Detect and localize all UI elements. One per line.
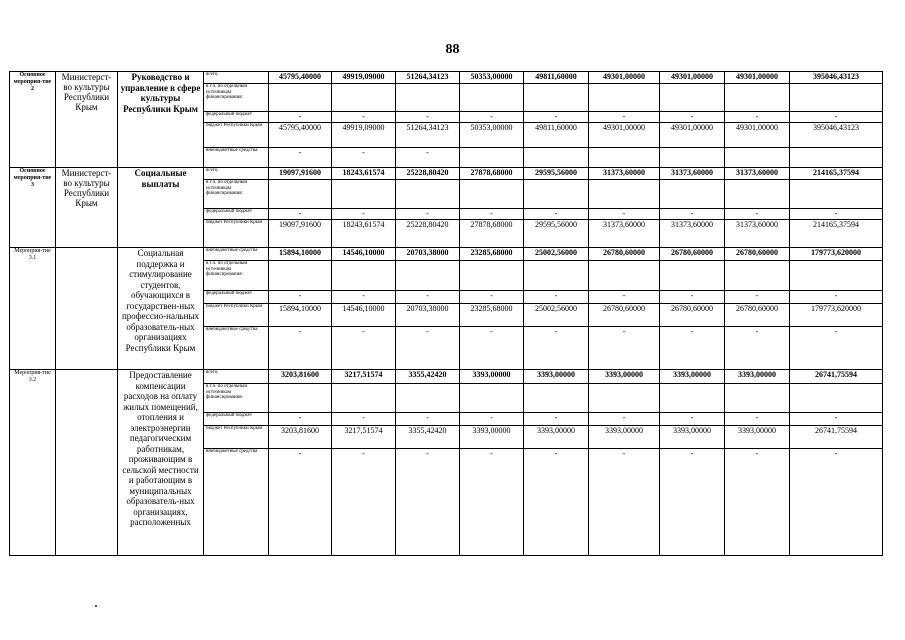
year-value-cell: - — [396, 413, 460, 426]
year-value-cell: 19097,91600 — [269, 220, 332, 248]
year-value-cell: - — [332, 449, 396, 556]
funding-source-label: федеральный бюджет — [204, 209, 269, 220]
year-value-cell — [524, 148, 589, 168]
year-value-cell — [269, 180, 332, 209]
table-row — [10, 370, 883, 384]
year-value-cell: 26780,60000 — [589, 248, 660, 261]
year-value-cell: 49301,00000 — [589, 72, 660, 84]
total-value-cell: 395046,43123 — [790, 123, 883, 148]
year-value-cell — [396, 84, 460, 112]
year-value-cell: - — [269, 148, 332, 168]
year-value-cell: - — [524, 449, 589, 556]
year-value-cell: - — [524, 112, 589, 123]
year-value-cell — [460, 148, 524, 168]
year-value-cell — [660, 180, 725, 209]
year-value-cell: 31373,60000 — [660, 168, 725, 180]
year-value-cell: - — [269, 449, 332, 556]
budget-table — [9, 71, 883, 556]
year-value-cell: - — [460, 413, 524, 426]
year-value-cell: 49301,00000 — [725, 72, 790, 84]
year-value-cell — [332, 384, 396, 413]
year-value-cell — [269, 384, 332, 413]
total-value-cell: 395046,43123 — [790, 72, 883, 84]
year-value-cell: 25228,80420 — [396, 220, 460, 248]
year-value-cell: 31373,60000 — [660, 220, 725, 248]
year-value-cell — [396, 384, 460, 413]
year-value-cell: 15894,10000 — [269, 248, 332, 261]
page-number: 88 — [445, 42, 460, 57]
year-value-cell: - — [725, 327, 790, 370]
year-value-cell: - — [396, 449, 460, 556]
year-value-cell — [660, 384, 725, 413]
executor-cell: Министерст-во культуры Республики Крым — [56, 168, 118, 248]
year-value-cell — [524, 180, 589, 209]
funding-source-label: бюджет Республики Крым — [204, 304, 269, 327]
year-value-cell: - — [660, 291, 725, 304]
year-value-cell: 14546,10000 — [332, 304, 396, 327]
total-value-cell: 179773,620000 — [790, 304, 883, 327]
year-value-cell: 26780,60000 — [725, 248, 790, 261]
year-value-cell — [524, 84, 589, 112]
funding-source-label: в т.ч. по отдельным источникам финансирования: — [204, 180, 269, 209]
total-value-cell: - — [790, 291, 883, 304]
year-value-cell: - — [396, 327, 460, 370]
year-value-cell: - — [269, 291, 332, 304]
year-value-cell: - — [396, 209, 460, 220]
year-value-cell: - — [460, 209, 524, 220]
total-value-cell — [790, 84, 883, 112]
year-value-cell: - — [332, 148, 396, 168]
year-value-cell: - — [524, 413, 589, 426]
year-value-cell: 3393,00000 — [589, 426, 660, 449]
funding-source-label: в т.ч. по отдельным источникам финансирования: — [204, 84, 269, 112]
year-value-cell: 26780,60000 — [725, 304, 790, 327]
year-value-cell: 49811,60000 — [524, 72, 589, 84]
total-value-cell: 214165,37594 — [790, 168, 883, 180]
year-value-cell: - — [660, 413, 725, 426]
funding-source-label: в т.ч. по отдельным источникам финансирования: — [204, 261, 269, 291]
year-value-cell — [725, 261, 790, 291]
year-value-cell: 3393,00000 — [725, 426, 790, 449]
year-value-cell — [725, 384, 790, 413]
year-value-cell: 29595,56000 — [524, 168, 589, 180]
measure-code: Основное мероприя-тие 3 — [10, 168, 56, 248]
year-value-cell: 49301,00000 — [725, 123, 790, 148]
year-value-cell: - — [269, 209, 332, 220]
year-value-cell: 3393,00000 — [460, 426, 524, 449]
total-value-cell: 214165,37594 — [790, 220, 883, 248]
year-value-cell — [460, 384, 524, 413]
year-value-cell: - — [269, 413, 332, 426]
measure-name: Предоставление компенсации расходов на оплату жилых помещений, отопления и электроэнергии педагогическим работникам, проживающим в сельской местности и работающим в муниципальных образователь-ных организациях, расположенных — [118, 370, 204, 556]
total-value-cell — [790, 384, 883, 413]
year-value-cell: - — [589, 112, 660, 123]
year-value-cell: 20703,38000 — [396, 304, 460, 327]
year-value-cell — [332, 261, 396, 291]
year-value-cell — [524, 261, 589, 291]
year-value-cell — [660, 261, 725, 291]
year-value-cell — [460, 261, 524, 291]
year-value-cell: 25228,80420 — [396, 168, 460, 180]
table-row — [10, 168, 883, 180]
year-value-cell: - — [660, 209, 725, 220]
year-value-cell: 49919,09000 — [332, 72, 396, 84]
year-value-cell: 29595,56000 — [524, 220, 589, 248]
year-value-cell: 51264,34123 — [396, 123, 460, 148]
year-value-cell: 18243,61574 — [332, 220, 396, 248]
year-value-cell — [396, 261, 460, 291]
year-value-cell: 3355,42420 — [396, 370, 460, 384]
year-value-cell: - — [460, 449, 524, 556]
year-value-cell: 49301,00000 — [660, 72, 725, 84]
year-value-cell: 27878,68000 — [460, 168, 524, 180]
funding-source-label: федеральный бюджет — [204, 291, 269, 304]
year-value-cell: 3203,81600 — [269, 426, 332, 449]
total-value-cell: - — [790, 413, 883, 426]
funding-source-label: бюджет Республики Крым — [204, 123, 269, 148]
year-value-cell: - — [269, 112, 332, 123]
total-value-cell — [790, 180, 883, 209]
year-value-cell — [524, 384, 589, 413]
funding-source-label: федеральный бюджет — [204, 413, 269, 426]
year-value-cell — [725, 84, 790, 112]
year-value-cell: 3217,51574 — [332, 370, 396, 384]
year-value-cell: 3393,00000 — [460, 370, 524, 384]
year-value-cell: - — [725, 291, 790, 304]
year-value-cell — [332, 180, 396, 209]
year-value-cell: - — [589, 209, 660, 220]
year-value-cell — [660, 84, 725, 112]
year-value-cell: - — [524, 327, 589, 370]
total-value-cell: 179773,620000 — [790, 248, 883, 261]
year-value-cell: 3393,00000 — [524, 426, 589, 449]
year-value-cell — [589, 384, 660, 413]
year-value-cell: 23285,68000 — [460, 248, 524, 261]
year-value-cell — [589, 148, 660, 168]
year-value-cell: 3393,00000 — [660, 426, 725, 449]
funding-source-label: внебюджетные средства — [204, 148, 269, 168]
executor-cell — [56, 248, 118, 370]
year-value-cell: - — [660, 327, 725, 370]
year-value-cell — [660, 148, 725, 168]
year-value-cell — [725, 148, 790, 168]
funding-source-label: в т.ч. по отдельным источникам финансирования: — [204, 384, 269, 413]
year-value-cell: - — [589, 327, 660, 370]
year-value-cell: 20703,38000 — [396, 248, 460, 261]
year-value-cell: 31373,60000 — [589, 220, 660, 248]
measure-name: Социальные выплаты — [118, 168, 204, 248]
year-value-cell: - — [460, 112, 524, 123]
year-value-cell: - — [589, 291, 660, 304]
year-value-cell: 19097,91600 — [269, 168, 332, 180]
year-value-cell: - — [396, 148, 460, 168]
year-value-cell: 3355,42420 — [396, 426, 460, 449]
measure-name: Социальная поддержка и стимулирование студентов, обучающихся в государствен-ных профессио-нальных образователь-ных организациях Республики Крым — [118, 248, 204, 370]
year-value-cell — [269, 84, 332, 112]
year-value-cell: - — [725, 209, 790, 220]
total-value-cell: - — [790, 112, 883, 123]
year-value-cell: - — [725, 413, 790, 426]
year-value-cell — [460, 180, 524, 209]
year-value-cell: - — [589, 449, 660, 556]
total-value-cell — [790, 148, 883, 168]
scan-speck — [95, 605, 97, 607]
year-value-cell: 26780,60000 — [660, 304, 725, 327]
executor-cell: Министерст-во культуры Республики Крым — [56, 72, 118, 168]
year-value-cell: 3393,00000 — [725, 370, 790, 384]
year-value-cell: 26780,60000 — [660, 248, 725, 261]
year-value-cell: 49919,09000 — [332, 123, 396, 148]
year-value-cell — [332, 84, 396, 112]
year-value-cell — [589, 84, 660, 112]
year-value-cell: - — [725, 112, 790, 123]
year-value-cell — [460, 84, 524, 112]
executor-cell — [56, 370, 118, 556]
total-value-cell: 26741,75594 — [790, 370, 883, 384]
year-value-cell — [269, 261, 332, 291]
year-value-cell: - — [589, 413, 660, 426]
funding-source-label: внебюджетные средства — [204, 248, 269, 261]
measure-code: Мероприя-тие 3.1 — [10, 248, 56, 370]
year-value-cell: 50353,00000 — [460, 72, 524, 84]
year-value-cell: - — [725, 449, 790, 556]
funding-source-label: федеральный бюджет — [204, 112, 269, 123]
year-value-cell: - — [396, 291, 460, 304]
funding-source-label: бюджет Республики Крым — [204, 220, 269, 248]
measure-code: Основное мероприя-тие 2 — [10, 72, 56, 168]
year-value-cell: 3217,51574 — [332, 426, 396, 449]
year-value-cell: - — [460, 327, 524, 370]
total-value-cell: - — [790, 209, 883, 220]
year-value-cell: 3203,81600 — [269, 370, 332, 384]
year-value-cell: 49301,00000 — [589, 123, 660, 148]
funding-source-label: внебюджетные средства — [204, 327, 269, 370]
year-value-cell: - — [332, 291, 396, 304]
year-value-cell: - — [524, 291, 589, 304]
total-value-cell: 26741,75594 — [790, 426, 883, 449]
year-value-cell: 31373,60000 — [589, 168, 660, 180]
year-value-cell: 45795,40000 — [269, 123, 332, 148]
year-value-cell: 49301,00000 — [660, 123, 725, 148]
year-value-cell: 49811,60000 — [524, 123, 589, 148]
funding-source-label: всего, — [204, 370, 269, 384]
year-value-cell: 26780,60000 — [589, 304, 660, 327]
year-value-cell: - — [460, 291, 524, 304]
year-value-cell: 45795,40000 — [269, 72, 332, 84]
year-value-cell: 50353,00000 — [460, 123, 524, 148]
total-value-cell: - — [790, 327, 883, 370]
year-value-cell: 18243,61574 — [332, 168, 396, 180]
year-value-cell: - — [332, 413, 396, 426]
year-value-cell: - — [269, 327, 332, 370]
year-value-cell: 3393,00000 — [660, 370, 725, 384]
funding-source-label: всего, — [204, 72, 269, 84]
year-value-cell: - — [396, 112, 460, 123]
year-value-cell: - — [524, 209, 589, 220]
year-value-cell: 31373,60000 — [725, 168, 790, 180]
year-value-cell — [396, 180, 460, 209]
year-value-cell — [725, 180, 790, 209]
year-value-cell: - — [332, 327, 396, 370]
year-value-cell: - — [660, 449, 725, 556]
year-value-cell: 3393,00000 — [524, 370, 589, 384]
year-value-cell: 23285,68000 — [460, 304, 524, 327]
year-value-cell: 51264,34123 — [396, 72, 460, 84]
year-value-cell: 25002,56000 — [524, 248, 589, 261]
funding-source-label: всего, — [204, 168, 269, 180]
funding-source-label: бюджет Республики Крым — [204, 426, 269, 449]
table-row — [10, 248, 883, 261]
year-value-cell: 25002,56000 — [524, 304, 589, 327]
total-value-cell — [790, 261, 883, 291]
year-value-cell: 15894,10000 — [269, 304, 332, 327]
measure-code: Мероприя-тие 3.2 — [10, 370, 56, 556]
year-value-cell — [589, 180, 660, 209]
year-value-cell — [589, 261, 660, 291]
year-value-cell: 14546,10000 — [332, 248, 396, 261]
year-value-cell: - — [660, 112, 725, 123]
year-value-cell: - — [332, 209, 396, 220]
year-value-cell: 31373,60000 — [725, 220, 790, 248]
funding-source-label: внебюджетные средства — [204, 449, 269, 556]
table-row — [10, 72, 883, 84]
year-value-cell: 3393,00000 — [589, 370, 660, 384]
measure-name: Руководство и управление в сфере культуры Республики Крым — [118, 72, 204, 168]
year-value-cell: - — [332, 112, 396, 123]
total-value-cell: - — [790, 449, 883, 556]
year-value-cell: 27878,68000 — [460, 220, 524, 248]
